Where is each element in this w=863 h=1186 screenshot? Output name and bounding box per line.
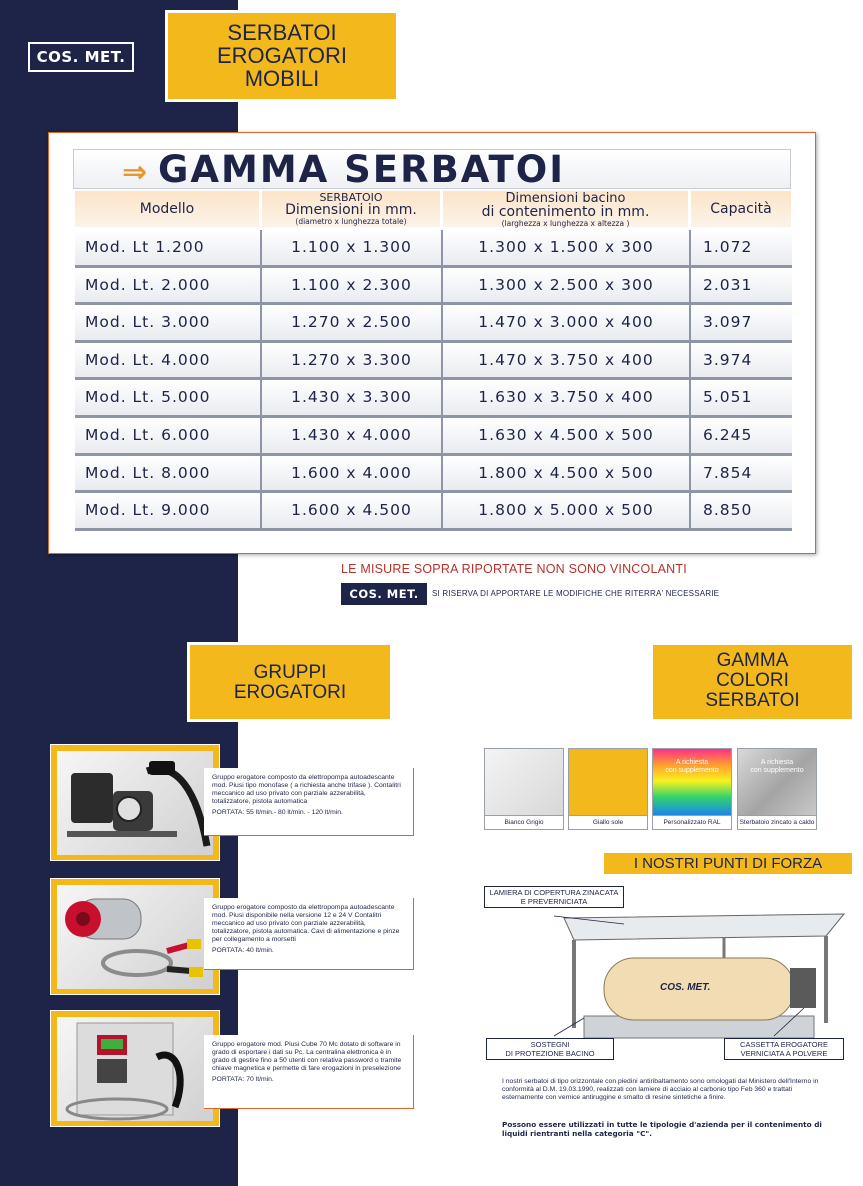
cell-model: Mod. Lt. 9.000 bbox=[75, 493, 262, 528]
color-swatch-custom-ral bbox=[652, 748, 732, 830]
cell-bacino: 1.630 x 3.750 x 400 bbox=[443, 380, 691, 415]
table-title-bar bbox=[73, 149, 791, 189]
swatch-label: Sterbatoio zincato a caldo bbox=[738, 815, 816, 829]
col-header-line: (diametro x lunghezza totale) bbox=[295, 217, 407, 226]
product-photo-frame bbox=[50, 1010, 220, 1127]
col-header-model: Modello bbox=[75, 191, 259, 227]
cell-capacity: 8.850 bbox=[703, 501, 753, 520]
pump-drawing bbox=[57, 885, 213, 989]
cell-bacino: 1.470 x 3.000 x 400 bbox=[443, 305, 691, 340]
swatch-note-line: A richiesta bbox=[760, 759, 794, 766]
cell-model: Mod. Lt. 5.000 bbox=[75, 380, 262, 415]
col-header-line: di contenimento in mm. bbox=[481, 204, 650, 220]
cell-serbatoio: 1.270 x 3.300 bbox=[262, 343, 443, 378]
cell-model: Mod. Lt. 8.000 bbox=[75, 456, 262, 491]
color-swatch-white-grey bbox=[484, 748, 564, 830]
colori-title-box bbox=[650, 642, 855, 722]
cell-serbatoio: 1.270 x 2.500 bbox=[262, 305, 443, 340]
tank-usage-note: Possono essere utilizzati in tutte le tipologie d'azienda per il contenimento di liquidi rientranti nella categoria "C". bbox=[502, 1120, 822, 1138]
cell-model: Mod. Lt. 3.000 bbox=[75, 305, 262, 340]
swatch-label: Bianco Grigio bbox=[485, 815, 563, 829]
product-portata: PORTATA: 55 lt/min.- 80 lt/min. - 120 lt/min. bbox=[212, 809, 343, 816]
cell-model: Mod. Lt. 4.000 bbox=[75, 343, 262, 378]
swatch-note bbox=[738, 759, 816, 775]
table-row bbox=[75, 268, 792, 306]
col-header-line: Dimensioni in mm. bbox=[285, 202, 417, 218]
callout-line: DI PROTEZIONE BACINO bbox=[505, 1049, 595, 1058]
swatch-label: Giallo sole bbox=[569, 815, 647, 829]
pump-photo bbox=[57, 1017, 213, 1121]
cell-serbatoio: 1.100 x 2.300 bbox=[262, 268, 443, 303]
cell-model: Mod. Lt 1.200 bbox=[75, 230, 262, 265]
table-row bbox=[75, 380, 792, 418]
col-header-bacino bbox=[443, 191, 688, 227]
swatch-note-line: con supplemento bbox=[665, 767, 719, 774]
product-description bbox=[204, 768, 414, 836]
cell-model: Mod. Lt. 2.000 bbox=[75, 268, 262, 303]
callout-dispenser-box bbox=[724, 1038, 844, 1060]
cell-bacino: 1.300 x 2.500 x 300 bbox=[443, 268, 691, 303]
callout-line: E PREVERNICIATA bbox=[520, 897, 588, 906]
color-swatch-yellow bbox=[568, 748, 648, 830]
swatch-note-line: A richiesta bbox=[675, 759, 709, 766]
swatch-label: Personalizzato RAL bbox=[653, 815, 731, 829]
cell-capacity: 1.072 bbox=[703, 238, 753, 256]
table-row bbox=[75, 493, 792, 531]
callout-supports bbox=[486, 1038, 614, 1060]
col-header-serbatoio bbox=[262, 191, 440, 227]
header-title-line: MOBILI bbox=[244, 66, 320, 91]
product-description bbox=[204, 1035, 414, 1109]
callout-roof bbox=[484, 886, 624, 908]
tank-range-panel bbox=[48, 132, 816, 554]
col-header-capacity: Capacità bbox=[691, 191, 791, 227]
tank-logo-text: COS. MET. bbox=[660, 982, 711, 993]
cell-capacity: 3.097 bbox=[703, 313, 753, 332]
cell-capacity: 3.974 bbox=[703, 350, 753, 369]
callout-line: SOSTEGNI bbox=[530, 1040, 570, 1049]
tank-description: I nostri serbatoi di tipo orizzontale con piedini antiribaltamento sono omologati dal Ministero dell'Interno in conformità al D.M. 19.03.1990, realizzati con lamiere di acciaio al carbonio tipo Feb 360 e trattati esternamente con vernice antiruggine e smalto di resine sintetiche a finire. bbox=[502, 1078, 819, 1101]
cell-capacity: 2.031 bbox=[703, 275, 753, 294]
cell-serbatoio: 1.100 x 1.300 bbox=[262, 230, 443, 265]
header-title-line: SERBATOI bbox=[227, 20, 337, 45]
cell-bacino: 1.470 x 3.750 x 400 bbox=[443, 343, 691, 378]
product-text: Gruppo erogatore composto da elettropompa autoadescante mod. Piusi disponibile nella versione 12 e 24 V Contalitri meccanico ad uso privato con parziale azzerabilità, totalizzatore, pistola automatica. Cavi di alimentazione e pinze per collegamento a morsetti bbox=[212, 904, 400, 943]
table-row bbox=[75, 305, 792, 343]
table-row bbox=[75, 456, 792, 494]
cell-capacity: 5.051 bbox=[703, 388, 753, 407]
gruppi-title-box bbox=[187, 642, 393, 722]
table-row bbox=[75, 230, 792, 268]
product-portata: PORTATA: 40 lt/min. bbox=[212, 947, 274, 954]
disclaimer-text: LE MISURE SOPRA RIPORTATE NON SONO VINCOLANTI bbox=[341, 562, 687, 576]
product-photo-frame bbox=[50, 744, 220, 861]
cell-serbatoio: 1.600 x 4.500 bbox=[262, 493, 443, 528]
gruppi-title-line: EROGATORI bbox=[233, 682, 347, 703]
table-row bbox=[75, 343, 792, 381]
cell-model: Mod. Lt. 6.000 bbox=[75, 418, 262, 453]
gruppi-title-line: GRUPPI bbox=[253, 662, 327, 683]
cosmet-logo-small: COS. MET. bbox=[341, 583, 427, 605]
cell-bacino: 1.630 x 4.500 x 500 bbox=[443, 418, 691, 453]
col-header-line: Dimensioni bacino bbox=[505, 191, 626, 206]
callout-line: LAMIERA DI COPERTURA ZINACATA bbox=[489, 888, 619, 897]
swatch-note-line: con supplemento bbox=[750, 767, 804, 774]
color-swatch-galvanized bbox=[737, 748, 817, 830]
pump-drawing bbox=[57, 751, 213, 855]
cell-serbatoio: 1.430 x 3.300 bbox=[262, 380, 443, 415]
col-header-line: (larghezza x lunghezza x altezza ) bbox=[501, 219, 630, 228]
cell-capacity: 6.245 bbox=[703, 425, 753, 444]
table-title: GAMMA SERBATOI bbox=[158, 148, 565, 191]
product-description bbox=[204, 898, 414, 970]
callout-line: VERNICIATA A POLVERE bbox=[740, 1049, 828, 1058]
strengths-title: I NOSTRI PUNTI DI FORZA bbox=[603, 852, 853, 875]
product-text: Gruppo erogatore mod. Piusi Cube 70 Mc dotato di software in grado di esportare i dati su Pc. La centralina elettronica è in grado di gestire fino a 50 utenti con relativa password o tramite chiave magnetica e permette di fare erogazioni in preselezione bbox=[212, 1041, 402, 1072]
table-row bbox=[75, 418, 792, 456]
header-title-box bbox=[165, 10, 399, 102]
product-photo-frame bbox=[50, 878, 220, 995]
pump-photo bbox=[57, 885, 213, 989]
cosmet-logo: COS. MET. bbox=[28, 42, 134, 72]
col-header-line: SERBATOIO bbox=[319, 191, 383, 204]
colori-title-line: GAMMA bbox=[716, 650, 789, 671]
cell-bacino: 1.800 x 5.000 x 500 bbox=[443, 493, 691, 528]
cell-bacino: 1.300 x 1.500 x 300 bbox=[443, 230, 691, 265]
cell-serbatoio: 1.600 x 4.000 bbox=[262, 456, 443, 491]
cell-serbatoio: 1.430 x 4.000 bbox=[262, 418, 443, 453]
double-arrow-icon: ⇒ bbox=[122, 155, 148, 190]
colori-title-line: COLORI bbox=[716, 670, 789, 691]
header-title-line: EROGATORI bbox=[217, 43, 347, 68]
tank-illustration bbox=[474, 878, 854, 1068]
swatch-note bbox=[653, 759, 731, 775]
table-body bbox=[75, 230, 792, 531]
product-text: Gruppo erogatore composto da elettropompa autoadescante mod. Piusi tipo monofase ( a richiesta anche trifase ). Contalitri meccanico ad uso privato con parziale azzerabilità, totalizzatore, pistola automatica bbox=[212, 774, 401, 805]
cell-capacity: 7.854 bbox=[703, 463, 753, 482]
reserve-text: SI RISERVA DI APPORTARE LE MODIFICHE CHE RITERRA' NECESSARIE bbox=[432, 589, 720, 598]
colori-title-line: SERBATOI bbox=[705, 690, 800, 711]
pump-photo bbox=[57, 751, 213, 855]
pump-drawing bbox=[57, 1017, 213, 1121]
product-portata: PORTATA: 70 lt/min. bbox=[212, 1076, 274, 1083]
cell-bacino: 1.800 x 4.500 x 500 bbox=[443, 456, 691, 491]
callout-line: CASSETTA EROGATORE bbox=[740, 1040, 828, 1049]
